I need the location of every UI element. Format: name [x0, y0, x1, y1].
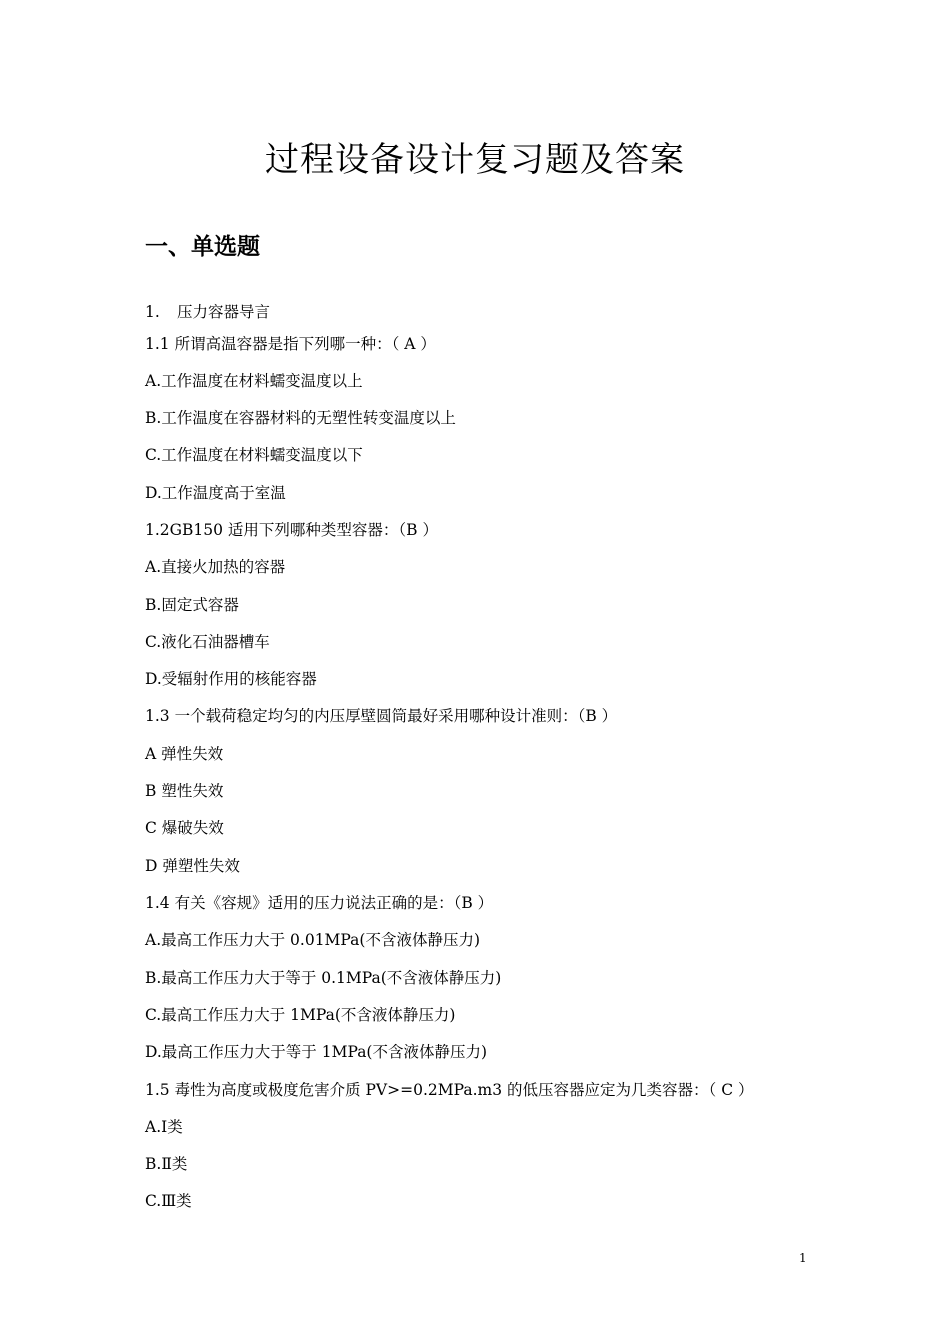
- option-line: D.受辐射作用的核能容器: [145, 670, 317, 688]
- option-line: C.液化石油器槽车: [145, 633, 270, 651]
- option-line: A.最高工作压力大于 0.01MPa(不含液体静压力): [145, 931, 480, 949]
- question-1-3: 1.3 一个载荷稳定均匀的内压厚壁圆筒最好采用哪种设计准则：（B ）: [145, 707, 618, 725]
- document-title: 过程设备设计复习题及答案: [265, 140, 685, 180]
- option-line: D.最高工作压力大于等于 1MPa(不含液体静压力): [145, 1043, 488, 1061]
- option-line: A.直接火加热的容器: [145, 558, 286, 576]
- option-line: A 弹性失效: [145, 745, 224, 763]
- page-number: 1: [799, 1251, 807, 1265]
- question-1-4: 1.4 有关《容规》适用的压力说法正确的是：（B ）: [145, 894, 494, 912]
- option-line: B.工作温度在容器材料的无塑性转变温度以上: [145, 409, 456, 427]
- option-line: C.Ⅲ类: [145, 1192, 192, 1210]
- option-line: A.工作温度在材料蠕变温度以上: [145, 372, 363, 390]
- option-line: C.最高工作压力大于 1MPa(不含液体静压力): [145, 1006, 456, 1024]
- chapter-number: 1.: [145, 303, 160, 321]
- chapter-heading: [145, 302, 270, 322]
- question-1-5: 1.5 毒性为高度或极度危害介质 PV>=0.2MPa.m3 的低压容器应定为几类容器：（ C ）: [145, 1081, 754, 1099]
- option-line: B.最高工作压力大于等于 0.1MPa(不含液体静压力): [145, 969, 502, 987]
- option-line: B.Ⅱ类: [145, 1155, 188, 1173]
- option-line: B.固定式容器: [145, 596, 239, 614]
- question-1-1: 1.1 所谓高温容器是指下列哪一种：（ A ）: [145, 335, 436, 353]
- chapter-text: 压力容器导言: [177, 303, 271, 321]
- option-line: C.工作温度在材料蠕变温度以下: [145, 446, 363, 464]
- section-heading: 一、单选题: [145, 234, 260, 260]
- option-line: D 弹塑性失效: [145, 857, 240, 875]
- question-1-2: 1.2GB150 适用下列哪种类型容器：（B ）: [145, 521, 439, 539]
- option-line: D.工作温度高于室温: [145, 484, 286, 502]
- option-line: A.Ⅰ类: [145, 1118, 183, 1136]
- option-line: B 塑性失效: [145, 782, 224, 800]
- option-line: C 爆破失效: [145, 819, 224, 837]
